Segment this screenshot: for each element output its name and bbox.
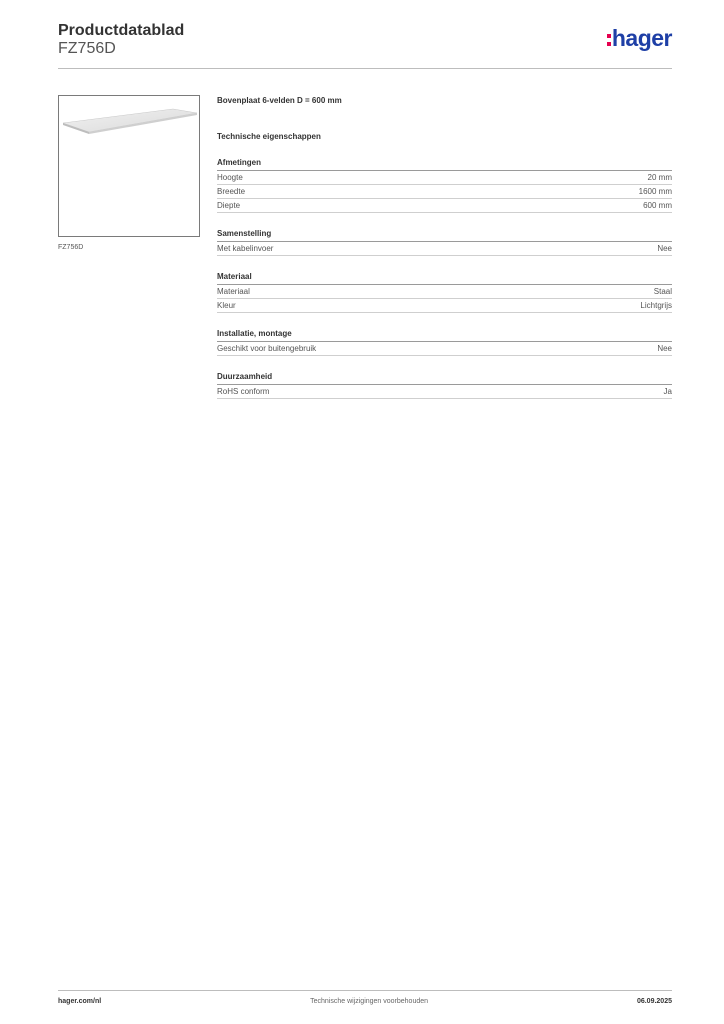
spec-row bbox=[217, 242, 672, 256]
spec-row bbox=[217, 285, 672, 299]
product-code: FZ756D bbox=[58, 40, 116, 57]
spec-value: Ja bbox=[663, 387, 672, 396]
logo-colon-icon bbox=[607, 34, 611, 46]
spec-row bbox=[217, 199, 672, 213]
section-heading: Technische eigenschappen bbox=[217, 132, 321, 141]
spec-label: Hoogte bbox=[217, 173, 243, 182]
spec-value: Lichtgrijs bbox=[640, 301, 672, 310]
spec-group-title: Materiaal bbox=[217, 271, 672, 285]
spec-label: Geschikt voor buitengebruik bbox=[217, 344, 317, 353]
header-divider bbox=[58, 68, 672, 69]
spec-value: 1600 mm bbox=[638, 187, 672, 196]
product-image bbox=[58, 95, 200, 237]
spec-row bbox=[217, 385, 672, 399]
spec-row bbox=[217, 342, 672, 356]
spec-row bbox=[217, 185, 672, 199]
spec-value: 600 mm bbox=[643, 201, 672, 210]
image-caption: FZ756D bbox=[58, 244, 84, 251]
spec-label: Breedte bbox=[217, 187, 246, 196]
spec-group-title: Installatie, montage bbox=[217, 328, 672, 342]
spec-row bbox=[217, 171, 672, 185]
footer-date: 06.09.2025 bbox=[636, 998, 672, 1005]
spec-label: Met kabelinvoer bbox=[217, 244, 274, 253]
spec-group-duurzaamheid bbox=[217, 371, 672, 399]
spec-label: RoHS conform bbox=[217, 387, 270, 396]
spec-group-installatie bbox=[217, 328, 672, 356]
logo-text: hager bbox=[611, 25, 672, 51]
spec-group-materiaal bbox=[217, 271, 672, 313]
spec-label: Materiaal bbox=[217, 287, 250, 296]
page-footer bbox=[58, 998, 672, 1005]
page-header bbox=[58, 22, 672, 58]
spec-group-afmetingen bbox=[217, 157, 672, 213]
top-plate-image bbox=[59, 96, 200, 237]
spec-value: Nee bbox=[657, 244, 672, 253]
spec-group-title: Duurzaamheid bbox=[217, 371, 672, 385]
spec-group-samenstelling bbox=[217, 228, 672, 256]
hager-logo bbox=[607, 26, 672, 50]
spec-label: Kleur bbox=[217, 301, 236, 310]
spec-group-title: Afmetingen bbox=[217, 157, 672, 171]
product-name: Bovenplaat 6-velden D = 600 mm bbox=[217, 96, 342, 105]
document-title: Productdatablad bbox=[58, 22, 185, 39]
footer-divider bbox=[58, 990, 672, 991]
product-details bbox=[217, 96, 672, 399]
spec-group-title: Samenstelling bbox=[217, 228, 672, 242]
spec-value: Nee bbox=[657, 344, 672, 353]
spec-value: Staal bbox=[653, 287, 672, 296]
spec-row bbox=[217, 299, 672, 313]
spec-value: 20 mm bbox=[647, 173, 672, 182]
footer-website-link[interactable]: hager.com/nl bbox=[58, 998, 102, 1005]
footer-notice: Technische wijzigingen voorbehouden bbox=[310, 998, 429, 1005]
spec-label: Diepte bbox=[217, 201, 241, 210]
